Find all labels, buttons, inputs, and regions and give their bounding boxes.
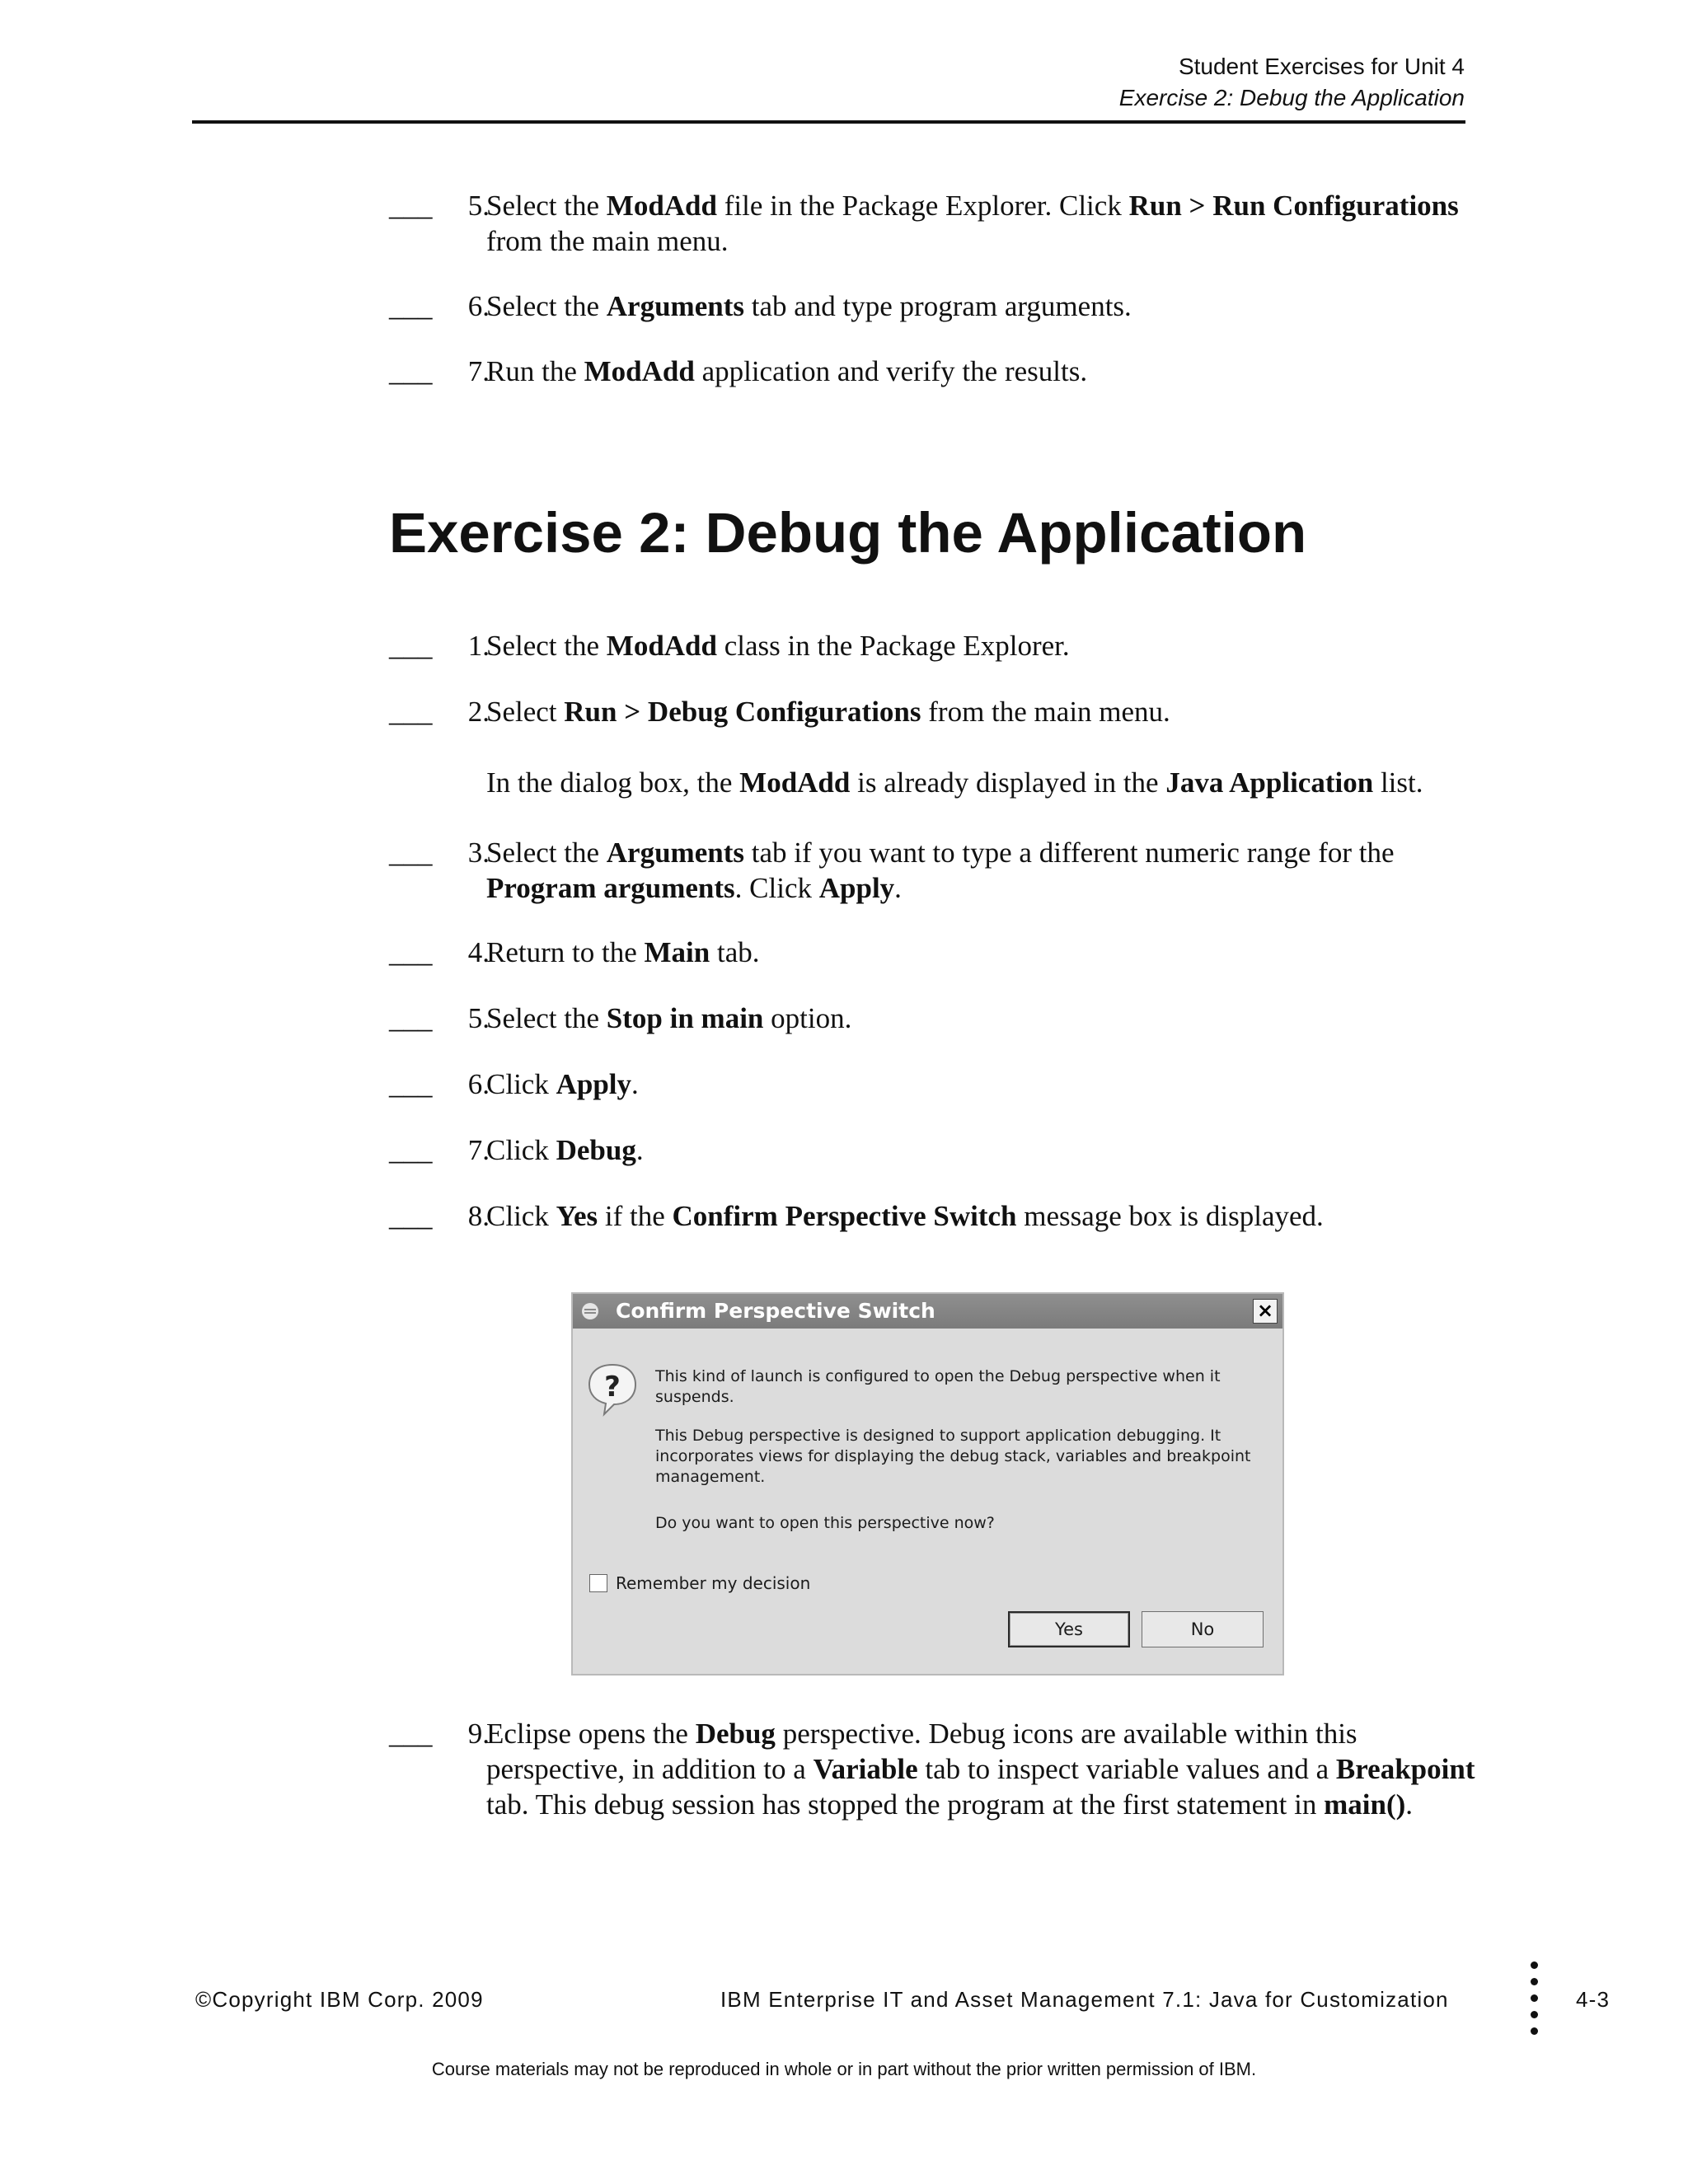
step-checkbox-line: ___ bbox=[389, 290, 433, 322]
svg-text:?: ? bbox=[604, 1371, 621, 1404]
ui-term: Debug bbox=[556, 1134, 636, 1166]
text-run: tab. This debug session has stopped the program at the first statement in bbox=[486, 1788, 1325, 1821]
step-item bbox=[389, 188, 1477, 259]
step-text bbox=[486, 1198, 1477, 1234]
step-item bbox=[389, 628, 1477, 663]
text-run: list. bbox=[1373, 766, 1423, 799]
ui-term: ModAdd bbox=[584, 355, 695, 387]
step-text bbox=[486, 354, 1477, 389]
step-checkbox-line: ___ bbox=[389, 936, 433, 968]
step-checkbox-line: ___ bbox=[389, 355, 433, 387]
text-run: from the main menu. bbox=[921, 696, 1170, 728]
ui-term: Stop in main bbox=[606, 1002, 764, 1034]
step-number: 5. bbox=[467, 190, 490, 222]
step-item bbox=[389, 288, 1477, 324]
step-number: 2. bbox=[467, 696, 490, 728]
ui-term: Arguments bbox=[606, 290, 744, 322]
step-number: 6. bbox=[467, 1068, 490, 1100]
text-run: Click bbox=[486, 1200, 556, 1232]
text-run: perspective. Debug icons are available within this perspective, in addition to a bbox=[486, 1718, 1357, 1785]
confirm-perspective-dialog bbox=[571, 1292, 1284, 1675]
ui-term: Apply bbox=[818, 872, 895, 904]
step-item bbox=[389, 1066, 1477, 1102]
yes-button[interactable]: Yes bbox=[1008, 1611, 1130, 1647]
copyright-notice: Course materials may not be reproduced in whole or in part without the prior written permission of IBM. bbox=[431, 2059, 1257, 2079]
ui-term: Program arguments bbox=[486, 872, 735, 904]
step-text bbox=[486, 694, 1477, 729]
text-run: Select the bbox=[486, 290, 607, 322]
text-run: . Click bbox=[734, 872, 819, 904]
ui-term: Confirm Perspective Switch bbox=[672, 1200, 1017, 1232]
text-run: message box is displayed. bbox=[1016, 1200, 1324, 1232]
step-text bbox=[486, 188, 1477, 259]
ui-term: Run > Run Configurations bbox=[1128, 190, 1459, 222]
step-item bbox=[389, 1132, 1477, 1168]
step-item bbox=[389, 835, 1477, 906]
ui-term: Java Application bbox=[1165, 766, 1374, 799]
text-run: Select bbox=[486, 696, 565, 728]
question-icon bbox=[586, 1361, 639, 1418]
header-title: Student Exercises for Unit 4 bbox=[1178, 54, 1465, 79]
text-run: . bbox=[631, 1068, 639, 1100]
step-text bbox=[486, 1132, 1477, 1168]
ui-term: Run > Debug Configurations bbox=[564, 696, 921, 728]
close-icon[interactable]: × bbox=[1253, 1299, 1278, 1324]
text-run: Select the bbox=[486, 837, 607, 869]
remember-decision-label: Remember my decision bbox=[616, 1573, 811, 1593]
text-run: Select the bbox=[486, 1002, 607, 1034]
step-item bbox=[389, 1001, 1477, 1036]
step-text bbox=[486, 1716, 1477, 1822]
section-title: Exercise 2: Debug the Application bbox=[389, 501, 1307, 565]
text-run: class in the Package Explorer. bbox=[717, 630, 1070, 662]
step-number: 7. bbox=[467, 1134, 490, 1166]
text-run: . bbox=[1405, 1788, 1414, 1821]
step-number: 8. bbox=[467, 1200, 490, 1232]
header-rule bbox=[192, 120, 1465, 124]
step-text bbox=[486, 1066, 1477, 1102]
ui-term: ModAdd bbox=[739, 766, 851, 799]
text-run: In the dialog box, the bbox=[486, 766, 740, 799]
step-item bbox=[389, 1716, 1477, 1822]
step-number: 6. bbox=[467, 290, 490, 322]
text-run: Click bbox=[486, 1134, 556, 1166]
dialog-question: Do you want to open this perspective now? bbox=[655, 1514, 995, 1532]
text-run: Select the bbox=[486, 190, 607, 222]
ui-term: Breakpoint bbox=[1335, 1753, 1475, 1785]
step-checkbox-line: ___ bbox=[389, 1718, 433, 1750]
text-run: Select the bbox=[486, 630, 607, 662]
dialog-message-2: This Debug perspective is designed to support application debugging. It incorporates views for displaying the debug stack, variables and breakpoint management. bbox=[655, 1427, 1251, 1486]
ui-term: ModAdd bbox=[606, 190, 717, 222]
remember-decision-checkbox[interactable] bbox=[589, 1574, 607, 1592]
text-run: application and verify the results. bbox=[694, 355, 1088, 387]
text-run: Return to the bbox=[486, 936, 645, 968]
step-text bbox=[486, 935, 1477, 970]
ui-term: Yes bbox=[556, 1200, 598, 1232]
step-checkbox-line: ___ bbox=[389, 1068, 433, 1100]
dialog-title: Confirm Perspective Switch bbox=[616, 1299, 935, 1323]
step-text bbox=[486, 1001, 1477, 1036]
step-number: 3. bbox=[467, 837, 490, 869]
ui-term: main() bbox=[1324, 1788, 1406, 1821]
step-checkbox-line: ___ bbox=[389, 1200, 433, 1232]
step-checkbox-line: ___ bbox=[389, 1134, 433, 1166]
step-text bbox=[486, 628, 1477, 663]
text-run: . bbox=[894, 872, 902, 904]
text-run: Eclipse opens the bbox=[486, 1718, 696, 1750]
step-item bbox=[389, 1198, 1477, 1234]
step-text bbox=[486, 765, 1475, 800]
footer-dots bbox=[1531, 1961, 1539, 2044]
text-run: file in the Package Explorer. Click bbox=[717, 190, 1129, 222]
footer-course-title: IBM Enterprise IT and Asset Management 7.1: Java for Customization bbox=[720, 1987, 1449, 2012]
dialog-titlebar bbox=[573, 1294, 1282, 1329]
step-checkbox-line: ___ bbox=[389, 190, 433, 222]
step-number: 1. bbox=[467, 630, 490, 662]
step-item bbox=[389, 694, 1477, 729]
text-run: tab to inspect variable values and a bbox=[917, 1753, 1336, 1785]
step-number: 4. bbox=[467, 936, 490, 968]
dialog-message-1: This kind of launch is configured to open the Debug perspective when it suspends. bbox=[655, 1367, 1221, 1406]
text-run: if the bbox=[598, 1200, 673, 1232]
text-run: from the main menu. bbox=[486, 225, 729, 257]
step-note bbox=[486, 765, 1475, 800]
header-subtitle: Exercise 2: Debug the Application bbox=[1118, 85, 1465, 110]
step-checkbox-line: ___ bbox=[389, 837, 433, 869]
text-run: is already displayed in the bbox=[850, 766, 1166, 799]
text-run: tab if you want to type a different numeric range for the bbox=[744, 837, 1395, 869]
ui-term: ModAdd bbox=[606, 630, 717, 662]
step-checkbox-line: ___ bbox=[389, 696, 433, 728]
step-text bbox=[486, 288, 1477, 324]
step-number: 7. bbox=[467, 355, 490, 387]
step-checkbox-line: ___ bbox=[389, 630, 433, 662]
text-run: option. bbox=[763, 1002, 852, 1034]
footer-copyright: ©Copyright IBM Corp. 2009 bbox=[195, 1987, 484, 2012]
step-checkbox-line: ___ bbox=[389, 1002, 433, 1034]
eclipse-icon bbox=[581, 1302, 599, 1320]
no-button[interactable]: No bbox=[1142, 1611, 1264, 1647]
page-number: 4-3 bbox=[1576, 1987, 1611, 2012]
text-run: tab. bbox=[710, 936, 760, 968]
step-item bbox=[389, 354, 1477, 389]
step-item bbox=[389, 935, 1477, 970]
step-text bbox=[486, 835, 1477, 906]
text-run: Click bbox=[486, 1068, 556, 1100]
text-run: . bbox=[635, 1134, 644, 1166]
text-run: Run the bbox=[486, 355, 584, 387]
step-number: 9. bbox=[467, 1718, 490, 1750]
ui-term: Apply bbox=[556, 1068, 632, 1100]
text-run: tab and type program arguments. bbox=[744, 290, 1132, 322]
step-number: 5. bbox=[467, 1002, 490, 1034]
ui-term: Arguments bbox=[606, 837, 744, 869]
ui-term: Main bbox=[644, 936, 710, 968]
ui-term: Debug bbox=[695, 1718, 776, 1750]
ui-term: Variable bbox=[813, 1753, 918, 1785]
